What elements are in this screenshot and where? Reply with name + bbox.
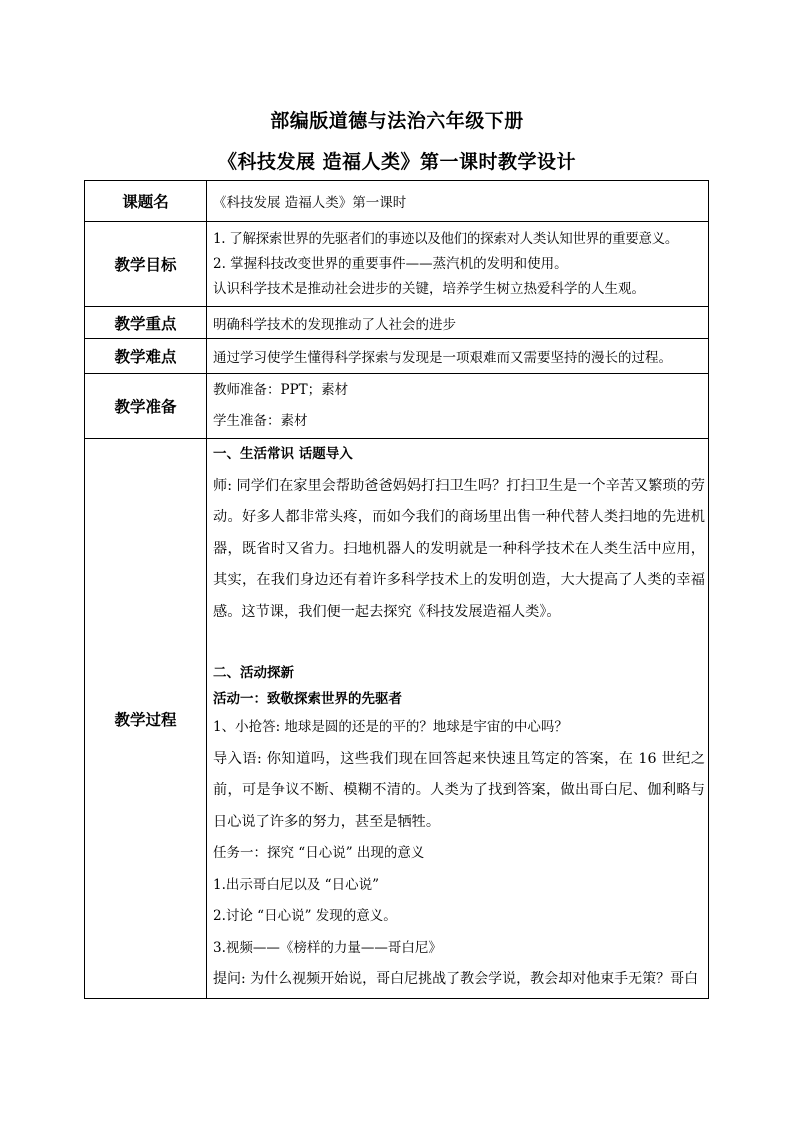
difficulty-label: 教学难点 <box>85 339 207 374</box>
preparation-label: 教学准备 <box>85 374 207 439</box>
table-row-difficulty <box>85 339 709 374</box>
section-title: 二、活动探新 <box>213 665 294 681</box>
quick-answer: 1、小抢答: 地球是圆的还是的平的？地球是宇宙的中心吗？ <box>213 719 568 735</box>
preparation-cell <box>207 374 709 439</box>
document-subtitle: 《科技发展 造福人类》第一课时教学设计 <box>217 151 577 173</box>
lead-in-paragraph: 导入语: 你知道吗，这些我们现在回答起来快速且笃定的答案，在 16 世纪之前，可是争议不断、模糊不清的。人类为了找到答案，做出哥白尼、伽利略与日心说了许多的努力，甚至是牺牲。 <box>213 750 705 830</box>
activity-title: 活动一：致敬探索世界的先驱者 <box>213 691 402 707</box>
difficulty-value: 通过学习使学生懂得科学探索与发现是一项艰难而又需要坚持的漫长的过程。 <box>207 339 709 374</box>
table-row-topic <box>85 181 709 222</box>
goal-item: 1. 了解探索世界的先驱者们的事迹以及他们的探索对人类认知世界的重要意义。 <box>213 230 679 247</box>
topic-value: 《科技发展 造福人类》第一课时 <box>207 181 709 222</box>
task-step: 2.讨论 “日心说” 发现的意义。 <box>213 908 397 924</box>
document-title: 部编版道德与法治六年级下册 <box>270 110 524 132</box>
question-text: 提问: 为什么视频开始说，哥白尼挑战了教会学说，教会却对他束手无策？哥白 <box>213 971 699 987</box>
table-row-preparation <box>85 374 709 439</box>
table-row-process <box>85 439 709 999</box>
goal-item: 2. 掌握科技改变世界的重要事件——蒸汽机的发明和使用。 <box>213 255 568 272</box>
process-label: 教学过程 <box>85 439 207 999</box>
table-row-goals <box>85 222 709 307</box>
student-preparation: 学生准备：素材 <box>213 413 308 429</box>
goals-cell <box>207 222 709 307</box>
focus-value: 明确科学技术的发现推动了人社会的进步 <box>207 307 709 339</box>
task-step: 3.视频——《榜样的力量——哥白尼》 <box>213 939 442 956</box>
topic-label: 课题名 <box>85 181 207 222</box>
intro-paragraph: 师: 同学们在家里会帮助爸爸妈妈打扫卫生吗？打扫卫生是一个辛苦又繁琐的劳动。好多人都非常头疼，而如今我们的商场里出售一种代替人类扫地的先进机器，既省时又省力。扫地机器人的发明就是一种科学技术在人类生活中应用，其实，在我们身边还有着许多科学技术上的发明创造，大大提高了人类的幸福感。这节课，我们便一起去探究《科技发展造福人类》。 <box>213 477 705 620</box>
table-row-focus <box>85 307 709 339</box>
teacher-preparation: 教师准备：PPT；素材 <box>213 382 349 398</box>
focus-label: 教学重点 <box>85 307 207 339</box>
goal-item: 认识科学技术是推动社会进步的关键，培养学生树立热爱科学的人生观。 <box>213 280 645 297</box>
process-cell <box>207 439 709 999</box>
section-title: 一、生活常识 话题导入 <box>213 446 353 462</box>
goals-label: 教学目标 <box>85 222 207 307</box>
lesson-plan-table <box>84 180 709 999</box>
task-step: 1.出示哥白尼以及 “日心说” <box>213 876 379 893</box>
blank-line <box>213 628 705 660</box>
task-title: 任务一：探究 “日心说” 出现的意义 <box>213 845 425 861</box>
